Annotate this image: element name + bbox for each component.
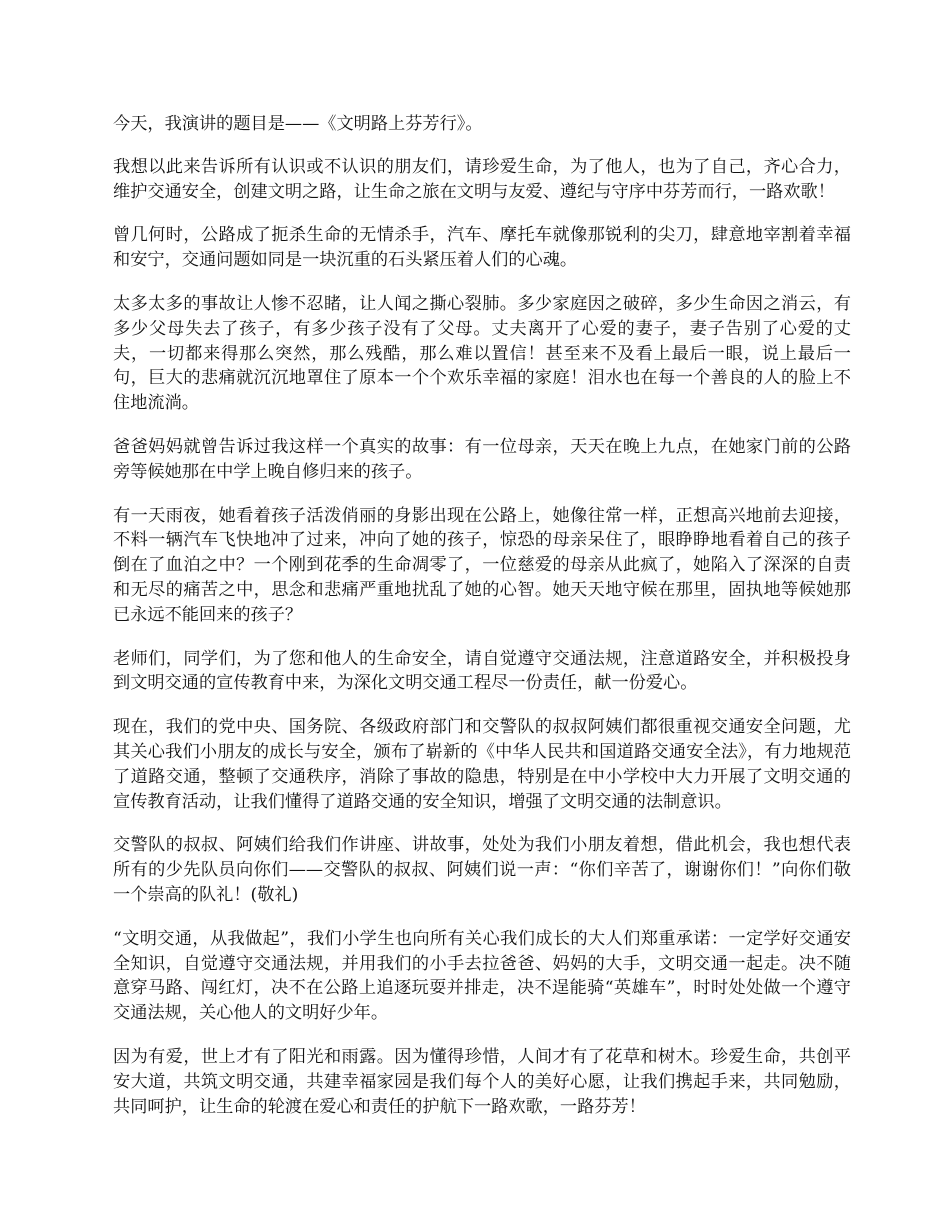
paragraph-accidents: 太多太多的事故让人惨不忍睹，让人闻之撕心裂肺。多少家庭因之破碎，多少生命因之消云，有多少父母失去了孩子，有多少孩子没有了父母。丈夫离开了心爱的妻子，妻子告别了心爱的丈夫，一切都来得那么突然，那么残酷，那么难以置信！甚至来不及看上最后一眼，说上最后一句，巨大的悲痛就沉沉地罩住了原本一个个欢乐幸福的家庭！泪水也在每一个善良的人的脸上不住地流淌。 [113,293,851,414]
paragraph-thanks: 交警队的叔叔、阿姨们给我们作讲座、讲故事，处处为我们小朋友着想，借此机会，我也想代表所有的少先队员向你们——交警队的叔叔、阿姨们说一声：“你们辛苦了，谢谢你们！”向你们敬一个崇高的队礼！(敬礼) [113,835,851,905]
paragraph-story-intro: 爸爸妈妈就曾告诉过我这样一个真实的故事：有一位母亲，天天在晚上九点，在她家门前的公路旁等候她那在中学上晚自修归来的孩子。 [113,436,851,482]
paragraph-pledge: “文明交通，从我做起”，我们小学生也向所有关心我们成长的大人们郑重承诺：一定学好交通安全知识，自觉遵守交通法规，并用我们的小手去拉爸爸、妈妈的大手，文明交通一起走。决不随意穿马路、闯红灯，决不在公路上追逐玩耍并排走，决不逞能骑“英雄车”，时时处处做一个遵守交通法规，关心他人的文明好少年。 [113,928,851,1024]
paragraph-appeal: 老师们，同学们，为了您和他人的生命安全，请自觉遵守交通法规，注意道路安全，并积极投身到文明交通的宣传教育中来，为深化文明交通工程尽一份责任，献一份爱心。 [113,648,851,694]
document-body [113,112,851,1138]
paragraph-story: 有一天雨夜，她看着孩子活泼俏丽的身影出现在公路上，她像往常一样，正想高兴地前去迎接，不料一辆汽车飞快地冲了过来，冲向了她的孩子，惊恐的母亲呆住了，眼睁睁地看着自己的孩子倒在了血泊之中？一个刚到花季的生命凋零了，一位慈爱的母亲从此疯了，她陷入了深深的自责和无尽的痛苦之中，思念和悲痛严重地扰乱了她的心智。她天天地守候在那里，固执地等候她那已永远不能回来的孩子？ [113,505,851,625]
paragraph-government: 现在，我们的党中央、国务院、各级政府部门和交警队的叔叔阿姨们都很重视交通安全问题，尤 其关心我们小朋友的成长与安全，颁布了崭新的《中华人民共和国道路交通安全法》，有力地规范了道路交通，整顿了交通秩序，消除了事故的隐患，特别是在中小学校中大力开展了文明交通的宣传教育活动，让我们懂得了道路交通的安全知识，增强了文明交通的法制意识。 [113,717,851,812]
paragraph-conclusion: 因为有爱，世上才有了阳光和雨露。因为懂得珍惜，人间才有了花草和树木。珍爱生命，共创平安大道，共筑文明交通，共建幸福家园是我们每个人的美好心愿，让我们携起手来，共同勉励，共同呵护，让生命的轮渡在爱心和责任的护航下一路欢歌，一路芬芳！ [113,1046,851,1117]
paragraph-road-danger: 曾几何时，公路成了扼杀生命的无情杀手，汽车、摩托车就像那锐利的尖刀，肆意地宰割着幸福和安宁，交通问题如同是一块沉重的石头紧压着人们的心魂。 [113,225,851,271]
paragraph-intro: 今天，我演讲的题目是——《文明路上芬芳行》。 [113,114,483,134]
paragraph-purpose: 我想以此来告诉所有认识或不认识的朋友们，请珍爱生命，为了他人，也为了自己，齐心合力，维护交通安全，创建文明之路，让生命之旅在文明与友爱、遵纪与守序中芬芳而行，一路欢歌！ [113,156,851,202]
